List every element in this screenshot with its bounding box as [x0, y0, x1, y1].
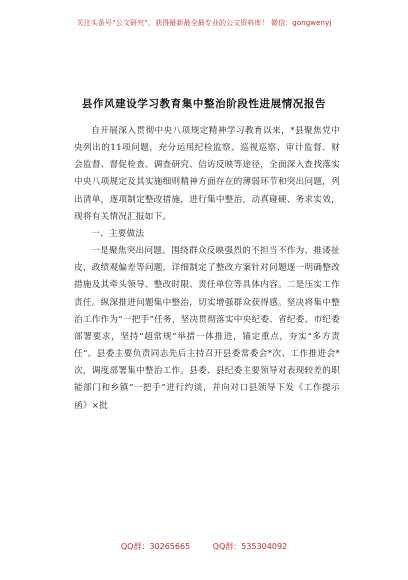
- document-title: 县作风建设学习教育集中整治阶段性进展情况报告: [81, 98, 327, 110]
- intro-paragraph: 自开展深入贯彻中央八项规定精神学习教育以来，*县聚焦党中央列出的11项问题，充分运用纪检监察、巡视巡察、审计监督、财会监督、督促检查、调查研究、信访反映等途径，全面深入查找落实中央八项规定及其实施细则精神方面存在的薄弱环节和突出问题，列出清单，逐项制定整改措施，进行集中整治，动真碰硬、务求实效，现将有关情况汇报如下。: [74, 126, 340, 222]
- document-body: [74, 123, 340, 415]
- header-banner: 关注头条号“公文研究”，获得最新最全最专业的公文资料库！ 微信：gongwenyj: [76, 19, 332, 27]
- footer-contact: [0, 541, 408, 552]
- section-heading: 一、主要做法: [91, 228, 145, 239]
- body-paragraph: 一是聚焦突出问题。围绕群众反映强烈的不担当不作为、推诿扯皮，政绩观偏差等问题，详细制定了整改方案针对问题逐一明确整改措施及其牵头领导、整改时限、责任单位等具体内容。二是压实工作责任。纵深推进问题集中整治，切实增强群众获得感。坚决将集中整治工作作为“一把手”任务，坚决贯彻落实中央纪委、省纪委、市纪委部署要求，坚持“超常规”举措一体推进，锚定重点，夯实“多方责任”。县委主要负责同志先后主持召开县委常委会*次、工作推进会*次，调度部署集中整治工作。县委、县纪委主要领导对表现较差的职能部门和乡镇“一把手”进行约谈，并向对口县领导下发《工作提示函》×批: [74, 246, 340, 411]
- qq-group-1: QQ群：30265665: [120, 542, 191, 551]
- qq-group-2: QQ群：535304092: [212, 542, 288, 551]
